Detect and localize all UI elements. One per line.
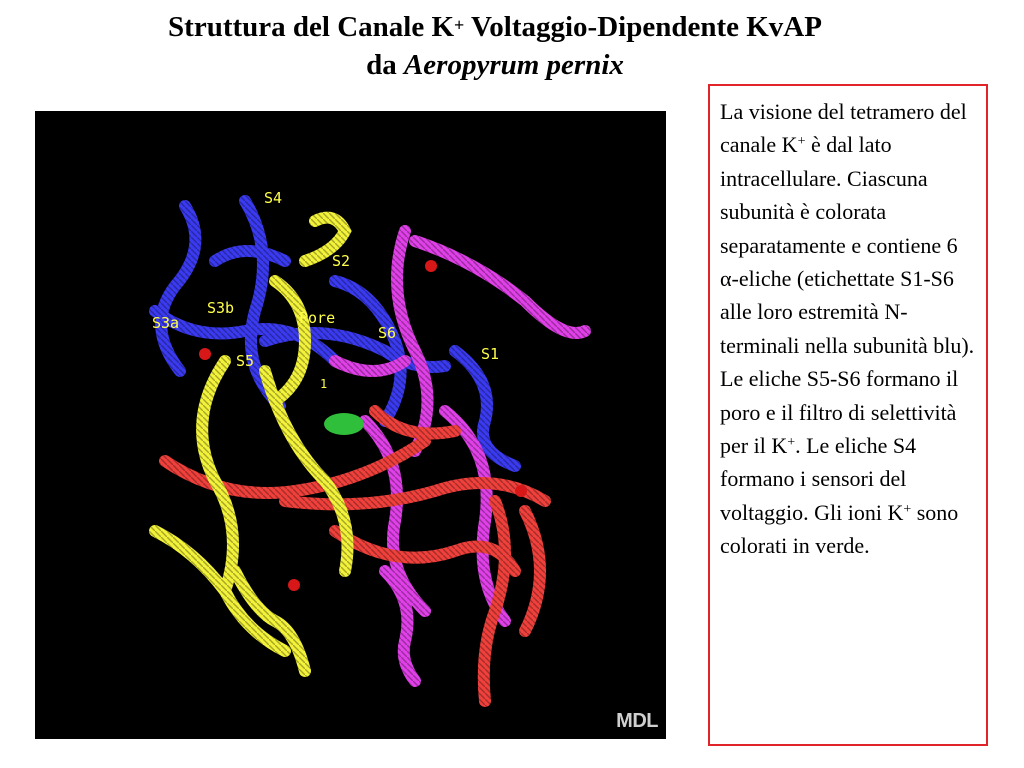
protein-structure-image <box>35 111 666 739</box>
mdl-watermark: MDL <box>616 710 658 732</box>
title-line-1: Struttura del Canale K+ Voltaggio-Dipendente KvAP <box>168 11 822 43</box>
label-s1: S1 <box>481 345 500 363</box>
label-s5: S5 <box>236 352 255 370</box>
potassium-ion <box>324 413 364 435</box>
red-marker-sphere <box>288 579 300 591</box>
description-box <box>708 84 988 746</box>
label-s3b: S3b <box>207 299 235 317</box>
label-s3a: S3a <box>152 314 180 332</box>
superscript-plus: + <box>454 15 465 35</box>
slide-title <box>0 8 990 84</box>
red-marker-sphere <box>425 260 437 272</box>
red-marker-sphere <box>515 485 527 497</box>
label-s4: S4 <box>264 189 283 207</box>
ribbon-structure-drawing <box>35 111 666 739</box>
label-pore: Pore <box>299 309 336 327</box>
description-text: La visione del tetramero del canale K+ è dal lato intracellulare. Ciascuna subunità è colorata separatamente e contiene 6 α-eliche (etichettate S1-S6 alle loro estremità N-terminali nella subunità blu). Le eliche S5-S6 formano il poro e il filtro di selettività per il K+. Le eliche S4 formano i sensori del voltaggio. Gli ioni K+ sono colorati in verde. <box>720 99 975 559</box>
label-s6: S6 <box>378 324 397 342</box>
label-one: 1 <box>320 377 328 391</box>
label-s2: S2 <box>332 252 351 270</box>
red-marker-sphere <box>199 348 211 360</box>
species-name: Aeropyrum pernix <box>403 49 624 81</box>
title-line-2: da Aeropyrum pernix <box>366 49 624 81</box>
helix-texture <box>135 191 635 731</box>
alpha-symbol: α <box>720 266 732 292</box>
